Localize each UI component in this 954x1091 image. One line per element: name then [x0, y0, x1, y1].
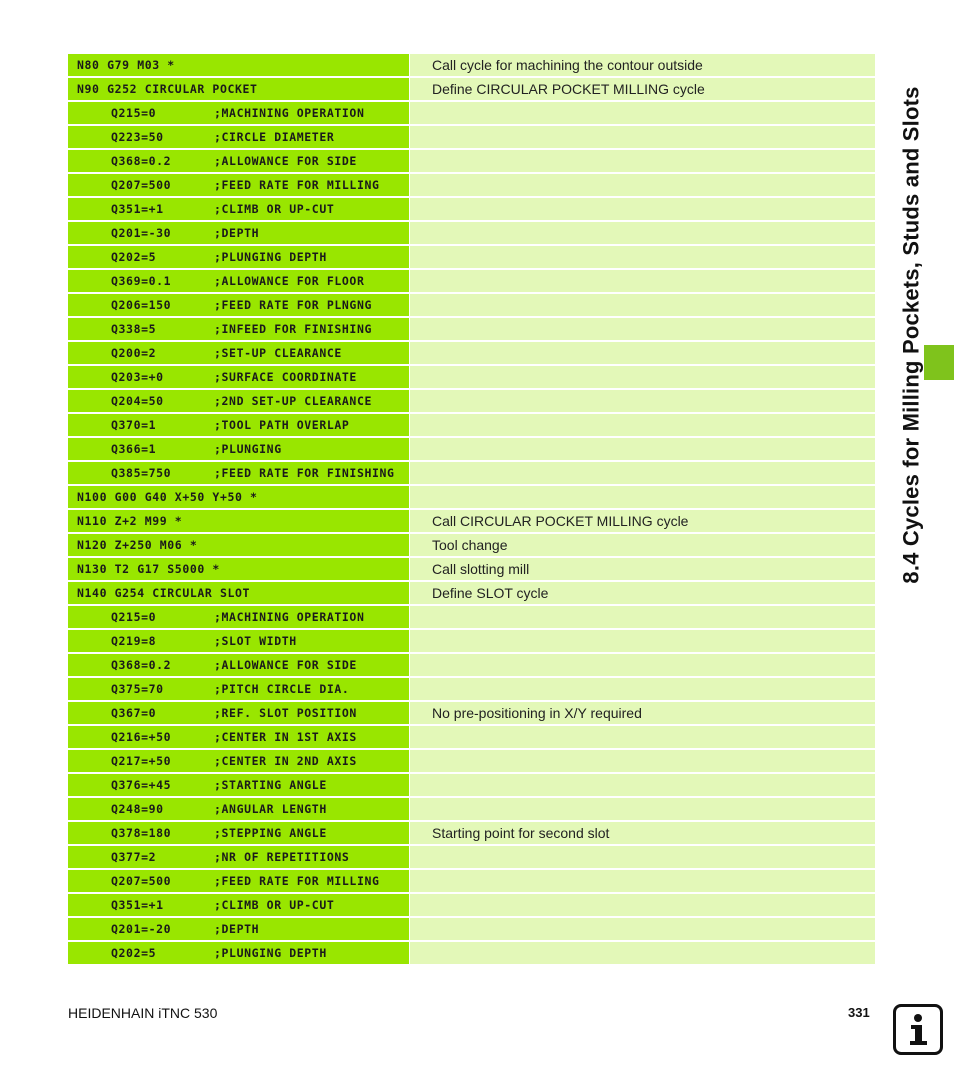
nc-parameter: Q370=1 — [111, 418, 157, 432]
nc-code-cell — [68, 174, 409, 196]
nc-code-cell — [68, 870, 409, 892]
nc-parameter-comment: ;PITCH CIRCLE DIA. — [214, 682, 350, 696]
table-row — [68, 630, 875, 652]
info-icon — [893, 1004, 943, 1055]
nc-parameter: Q202=5 — [111, 946, 157, 960]
nc-parameter-comment: ;FEED RATE FOR MILLING — [214, 178, 380, 192]
nc-code-cell — [68, 750, 409, 772]
table-row — [68, 534, 875, 556]
description-cell: Tool change — [410, 534, 875, 556]
nc-parameter: Q202=5 — [111, 250, 157, 264]
nc-code-cell — [68, 102, 409, 124]
table-row — [68, 222, 875, 244]
nc-parameter-comment: ;PLUNGING DEPTH — [214, 250, 327, 264]
nc-parameter: Q375=70 — [111, 682, 164, 696]
nc-code-cell — [68, 150, 409, 172]
nc-code-cell — [68, 798, 409, 820]
nc-parameter-comment: ;FEED RATE FOR FINISHING — [214, 466, 395, 480]
nc-parameter-comment: ;STEPPING ANGLE — [214, 826, 327, 840]
nc-parameter-comment: ;REF. SLOT POSITION — [214, 706, 357, 720]
description-cell — [410, 198, 875, 220]
nc-parameter: Q207=500 — [111, 178, 172, 192]
nc-program-table — [68, 54, 875, 966]
nc-code-cell — [68, 366, 409, 388]
table-row — [68, 54, 875, 76]
nc-parameter-comment: ;FEED RATE FOR PLNGNG — [214, 298, 372, 312]
table-row — [68, 750, 875, 772]
table-row — [68, 942, 875, 964]
nc-code-cell — [68, 390, 409, 412]
nc-code-cell — [68, 774, 409, 796]
section-title-text: 8.4 Cycles for Milling Pockets, Studs and Slots — [899, 86, 925, 584]
nc-parameter: Q207=500 — [111, 874, 172, 888]
nc-code-cell — [68, 54, 409, 76]
nc-parameter-comment: ;DEPTH — [214, 226, 260, 240]
nc-parameter: Q204=50 — [111, 394, 164, 408]
nc-parameter-comment: ;FEED RATE FOR MILLING — [214, 874, 380, 888]
description-cell: Call cycle for machining the contour outside — [410, 54, 875, 76]
nc-parameter: Q366=1 — [111, 442, 157, 456]
nc-code-cell — [68, 486, 409, 508]
nc-parameter-comment: ;TOOL PATH OVERLAP — [214, 418, 350, 432]
nc-block-text: N80 G79 M03 * — [77, 58, 175, 72]
table-row — [68, 318, 875, 340]
nc-parameter: Q206=150 — [111, 298, 172, 312]
nc-parameter-comment: ;ALLOWANCE FOR SIDE — [214, 658, 357, 672]
nc-parameter: Q215=0 — [111, 610, 157, 624]
table-row — [68, 486, 875, 508]
description-cell — [410, 630, 875, 652]
nc-parameter-comment: ;PLUNGING — [214, 442, 282, 456]
nc-parameter-comment: ;MACHINING OPERATION — [214, 610, 365, 624]
nc-code-cell — [68, 294, 409, 316]
nc-parameter-comment: ;ALLOWANCE FOR SIDE — [214, 154, 357, 168]
table-row — [68, 246, 875, 268]
nc-parameter: Q369=0.1 — [111, 274, 172, 288]
nc-parameter: Q376=+45 — [111, 778, 172, 792]
nc-code-cell — [68, 438, 409, 460]
table-row — [68, 678, 875, 700]
table-row — [68, 414, 875, 436]
table-row — [68, 606, 875, 628]
nc-code-cell — [68, 462, 409, 484]
nc-code-cell — [68, 558, 409, 580]
nc-code-cell — [68, 630, 409, 652]
nc-parameter: Q367=0 — [111, 706, 157, 720]
table-row — [68, 294, 875, 316]
nc-code-cell — [68, 246, 409, 268]
nc-parameter-comment: ;SURFACE COORDINATE — [214, 370, 357, 384]
description-cell — [410, 150, 875, 172]
info-glyph — [896, 1007, 940, 1052]
nc-parameter: Q215=0 — [111, 106, 157, 120]
table-row — [68, 342, 875, 364]
description-cell — [410, 222, 875, 244]
nc-code-cell — [68, 606, 409, 628]
description-cell — [410, 102, 875, 124]
section-side-title — [888, 52, 936, 618]
table-row — [68, 726, 875, 748]
nc-block-text: N100 G00 G40 X+50 Y+50 * — [77, 490, 258, 504]
table-row — [68, 78, 875, 100]
nc-parameter-comment: ;STARTING ANGLE — [214, 778, 327, 792]
description-cell — [410, 294, 875, 316]
description-cell — [410, 606, 875, 628]
table-row — [68, 150, 875, 172]
nc-parameter-comment: ;NR OF REPETITIONS — [214, 850, 350, 864]
nc-code-cell — [68, 510, 409, 532]
nc-block-text: N140 G254 CIRCULAR SLOT — [77, 586, 251, 600]
description-cell — [410, 750, 875, 772]
nc-parameter-comment: ;SET-UP CLEARANCE — [214, 346, 342, 360]
nc-code-cell — [68, 702, 409, 724]
table-row — [68, 390, 875, 412]
nc-parameter: Q217=+50 — [111, 754, 172, 768]
nc-code-cell — [68, 942, 409, 964]
table-row — [68, 918, 875, 940]
nc-code-cell — [68, 342, 409, 364]
table-row — [68, 270, 875, 292]
nc-parameter-comment: ;PLUNGING DEPTH — [214, 946, 327, 960]
description-cell — [410, 318, 875, 340]
nc-parameter: Q351=+1 — [111, 898, 164, 912]
nc-block-text: N90 G252 CIRCULAR POCKET — [77, 82, 258, 96]
nc-parameter: Q219=8 — [111, 634, 157, 648]
nc-parameter: Q368=0.2 — [111, 154, 172, 168]
nc-parameter: Q385=750 — [111, 466, 172, 480]
description-cell: Define SLOT cycle — [410, 582, 875, 604]
description-cell — [410, 678, 875, 700]
nc-code-cell — [68, 318, 409, 340]
section-tab-marker — [924, 345, 954, 380]
table-row — [68, 870, 875, 892]
nc-parameter-comment: ;CLIMB OR UP-CUT — [214, 202, 335, 216]
description-cell — [410, 918, 875, 940]
description-cell — [410, 246, 875, 268]
nc-code-cell — [68, 846, 409, 868]
nc-code-cell — [68, 678, 409, 700]
nc-parameter: Q223=50 — [111, 130, 164, 144]
description-cell — [410, 486, 875, 508]
nc-code-cell — [68, 198, 409, 220]
nc-parameter-comment: ;CENTER IN 2ND AXIS — [214, 754, 357, 768]
description-cell: Define CIRCULAR POCKET MILLING cycle — [410, 78, 875, 100]
table-row — [68, 102, 875, 124]
description-cell — [410, 270, 875, 292]
footer-manual-name: HEIDENHAIN iTNC 530 — [68, 1005, 218, 1021]
description-cell — [410, 366, 875, 388]
nc-code-cell — [68, 582, 409, 604]
nc-code-cell — [68, 270, 409, 292]
nc-parameter-comment: ;SLOT WIDTH — [214, 634, 297, 648]
table-row — [68, 558, 875, 580]
table-row — [68, 126, 875, 148]
table-row — [68, 366, 875, 388]
nc-parameter-comment: ;ANGULAR LENGTH — [214, 802, 327, 816]
nc-code-cell — [68, 78, 409, 100]
description-cell: Call CIRCULAR POCKET MILLING cycle — [410, 510, 875, 532]
table-row — [68, 894, 875, 916]
nc-code-cell — [68, 654, 409, 676]
nc-parameter: Q200=2 — [111, 346, 157, 360]
table-row — [68, 174, 875, 196]
nc-parameter: Q201=-30 — [111, 226, 172, 240]
nc-parameter-comment: ;INFEED FOR FINISHING — [214, 322, 372, 336]
table-row — [68, 846, 875, 868]
description-cell — [410, 462, 875, 484]
description-cell — [410, 942, 875, 964]
description-cell — [410, 846, 875, 868]
nc-block-text: N110 Z+2 M99 * — [77, 514, 183, 528]
description-cell — [410, 726, 875, 748]
nc-code-cell — [68, 222, 409, 244]
table-row — [68, 798, 875, 820]
nc-parameter: Q368=0.2 — [111, 658, 172, 672]
description-cell: Starting point for second slot — [410, 822, 875, 844]
page-number: 331 — [848, 1005, 870, 1020]
nc-code-cell — [68, 894, 409, 916]
nc-block-text: N130 T2 G17 S5000 * — [77, 562, 220, 576]
nc-code-cell — [68, 414, 409, 436]
description-cell — [410, 126, 875, 148]
table-row — [68, 702, 875, 724]
description-cell — [410, 774, 875, 796]
nc-parameter-comment: ;CIRCLE DIAMETER — [214, 130, 335, 144]
nc-parameter-comment: ;DEPTH — [214, 922, 260, 936]
nc-parameter: Q203=+0 — [111, 370, 164, 384]
nc-parameter-comment: ;2ND SET-UP CLEARANCE — [214, 394, 372, 408]
description-cell — [410, 870, 875, 892]
description-cell — [410, 654, 875, 676]
nc-parameter: Q351=+1 — [111, 202, 164, 216]
table-row — [68, 582, 875, 604]
table-row — [68, 774, 875, 796]
description-cell: Call slotting mill — [410, 558, 875, 580]
nc-parameter-comment: ;CLIMB OR UP-CUT — [214, 898, 335, 912]
nc-parameter: Q248=90 — [111, 802, 164, 816]
nc-parameter: Q216=+50 — [111, 730, 172, 744]
description-cell — [410, 414, 875, 436]
nc-parameter: Q377=2 — [111, 850, 157, 864]
table-row — [68, 654, 875, 676]
description-cell — [410, 174, 875, 196]
nc-parameter-comment: ;CENTER IN 1ST AXIS — [214, 730, 357, 744]
description-cell — [410, 438, 875, 460]
description-cell — [410, 798, 875, 820]
description-cell — [410, 342, 875, 364]
table-row — [68, 462, 875, 484]
table-row — [68, 510, 875, 532]
table-row — [68, 438, 875, 460]
nc-parameter: Q201=-20 — [111, 922, 172, 936]
description-cell: No pre-positioning in X/Y required — [410, 702, 875, 724]
nc-block-text: N120 Z+250 M06 * — [77, 538, 198, 552]
nc-parameter-comment: ;MACHINING OPERATION — [214, 106, 365, 120]
nc-parameter-comment: ;ALLOWANCE FOR FLOOR — [214, 274, 365, 288]
table-row — [68, 822, 875, 844]
nc-code-cell — [68, 534, 409, 556]
nc-code-cell — [68, 918, 409, 940]
nc-code-cell — [68, 822, 409, 844]
nc-code-cell — [68, 126, 409, 148]
description-cell — [410, 390, 875, 412]
nc-code-cell — [68, 726, 409, 748]
table-row — [68, 198, 875, 220]
nc-parameter: Q378=180 — [111, 826, 172, 840]
description-cell — [410, 894, 875, 916]
nc-parameter: Q338=5 — [111, 322, 157, 336]
